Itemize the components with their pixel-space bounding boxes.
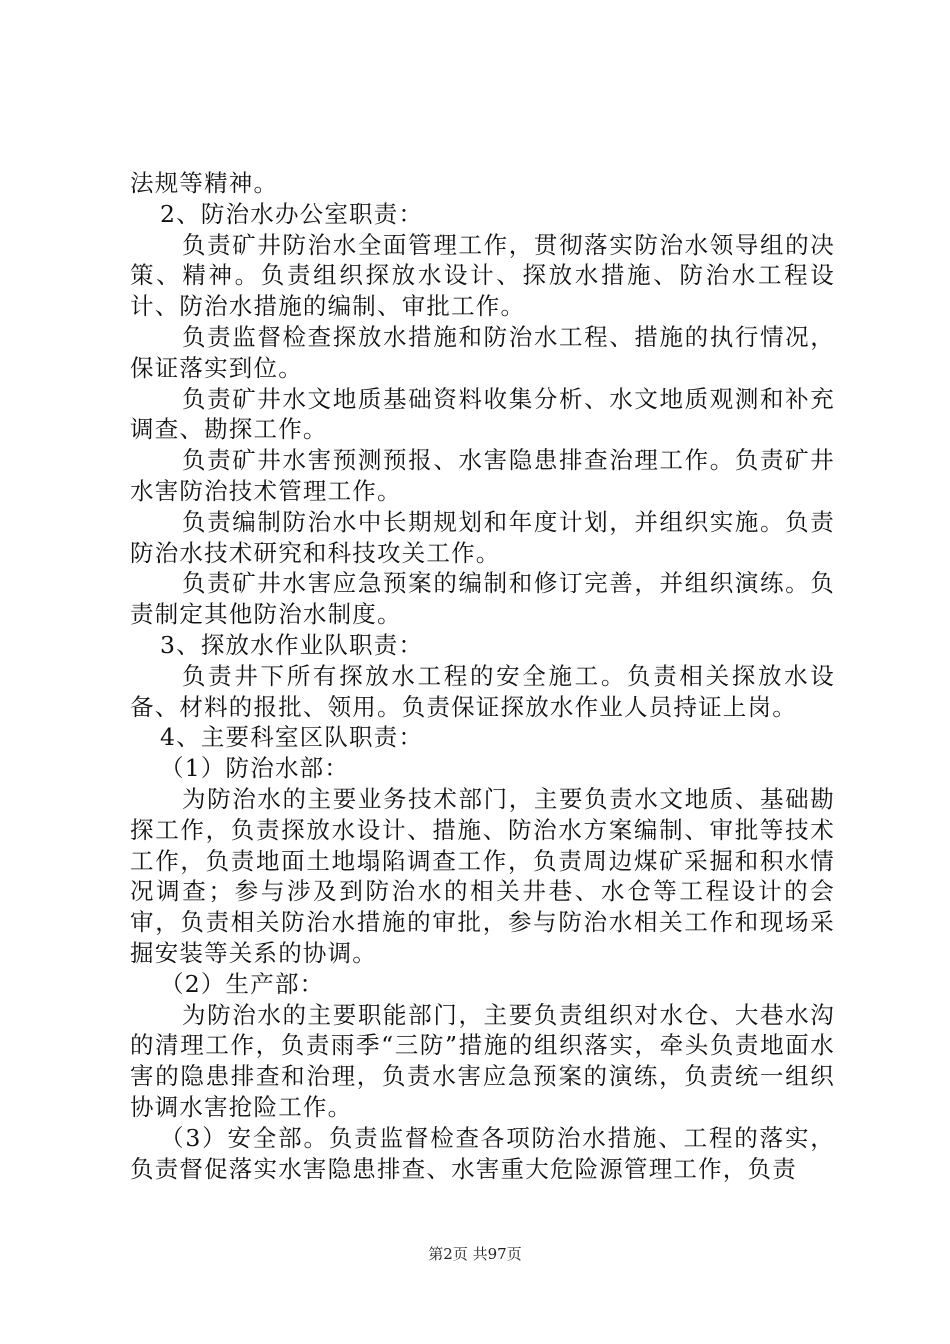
subsection-heading: （2）生产部： [160,969,325,998]
page-number: 第2页 共97页 [428,1245,522,1263]
paragraph: 负责矿井防治水全面管理工作，贯彻落实防治水领导组的决策、精神。负责组织探放水设计、探放水措施、防治水工程设计、防治水措施的编制、审批工作。 [130,230,835,321]
paragraph: 为防治水的主要业务技术部门，主要负责水文地质、基础勘探工作，负责探放水设计、措施、防治水方案编制、审批等技术工作，负责地面土地塌陷调查工作，负责周边煤矿采掘和积水情况调查；参与涉及到防治水的相关井巷、水仓等工程设计的会审，负责相关防治水措施的审批，参与防治水相关工作和现场采掘安装等关系的协调。 [130,784,835,967]
paragraph: 负责矿井水害预测预报、水害隐患排查治理工作。负责矿井水害防治技术管理工作。 [130,446,835,505]
paragraph: 负责监督检查探放水措施和防治水工程、措施的执行情况，保证落实到位。 [130,322,835,382]
section-heading: 4、主要科室区队职责： [160,723,424,752]
subsection-heading: （1）防治水部： [160,754,350,783]
page-footer [0,1243,950,1264]
paragraph: 负责矿井水害应急预案的编制和修订完善，并组织演练。负责制定其他防治水制度。 [130,569,835,629]
paragraph: 负责井下所有探放水工程的安全施工。负责相关探放水设备、材料的报批、领用。负责保证探放水作业人员持证上岗。 [130,661,835,721]
paragraph: 负责编制防治水中长期规划和年度计划，并组织实施。负责防治水技术研究和科技攻关工作。 [130,507,835,567]
section-heading: 2、防治水办公室职责： [160,199,424,228]
paragraph: 为防治水的主要职能部门，主要负责组织对水仓、大巷水沟的清理工作，负责雨季“三防”措施的组织落实，牵头负责地面水害的隐患排查和治理，负责水害应急预案的演练，负责统一组织协调水害抢险工作。 [130,1000,835,1121]
paragraph: 负责矿井水文地质基础资料收集分析、水文地质观测和补充调查、勘探工作。 [130,384,835,444]
document-body [130,168,835,1184]
section-heading: 3、探放水作业队职责： [160,630,424,659]
paragraph: 法规等精神。 [130,169,279,197]
subsection-paragraph: （3）安全部。负责监督检查各项防治水措施、工程的落实，负责督促落实水害隐患排查、水害重大危险源管理工作，负责 [130,1123,835,1183]
